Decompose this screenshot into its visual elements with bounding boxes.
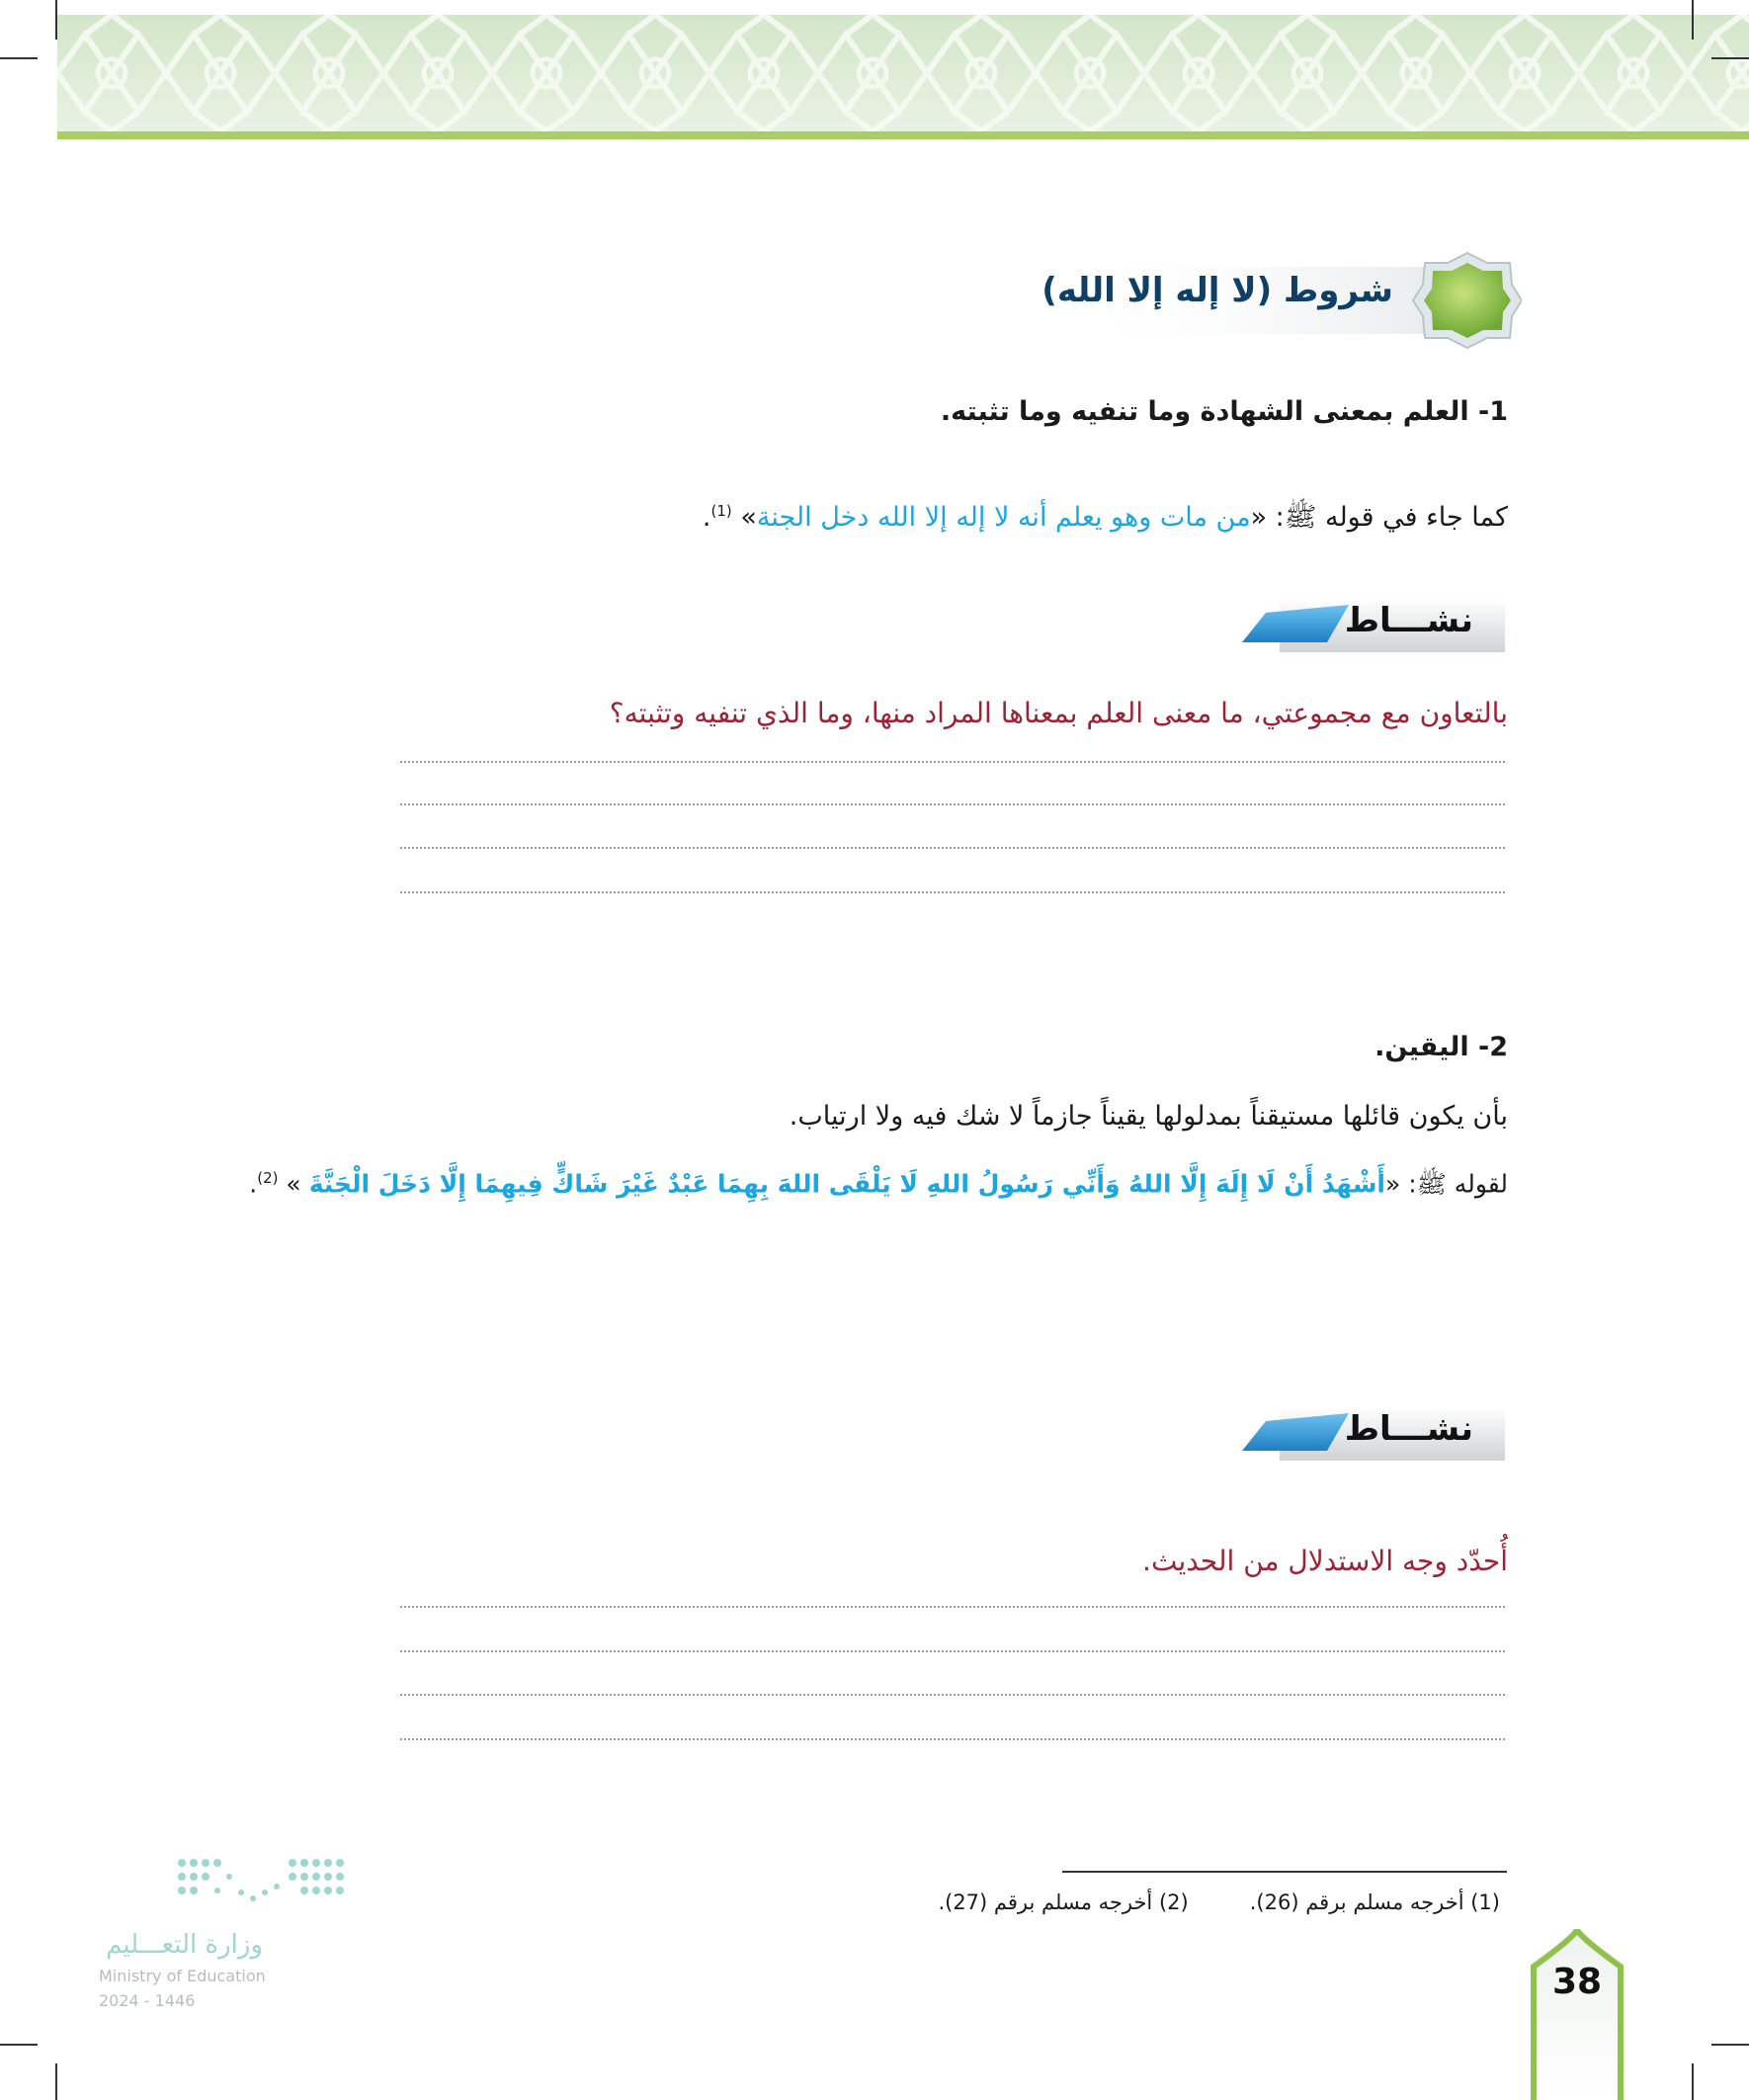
condition-2-hadith-line [249, 1158, 1508, 1204]
activity-tab-1 [1240, 593, 1507, 658]
page-number-tab [1530, 1927, 1624, 2100]
activity-1-question: بالتعاون مع مجموعتي، ما معنى العلم بمعناها المراد منها، وما الذي تنفيه وتثبته؟ [609, 697, 1508, 729]
condition-1-text [703, 491, 1508, 538]
section-title-block [1041, 249, 1522, 352]
page-tab-graphic [1530, 1927, 1624, 2100]
activity-label: نشـــاط [1344, 601, 1473, 640]
header-pattern-band [57, 15, 1749, 131]
answer-line[interactable] [400, 1606, 1505, 1608]
footnote-ref-1: (1) [710, 502, 732, 520]
crop-mark [1711, 57, 1749, 59]
footnote-1: (1) أخرجه مسلم برقم (26). [1249, 1890, 1500, 1914]
crop-mark [55, 2063, 57, 2100]
answer-line[interactable] [400, 761, 1505, 763]
ministry-name-en: Ministry of Education [99, 1967, 266, 1985]
condition-2-hadith: أَشْهَدُ أَنْ لَا إِلَهَ إِلَّا اللهُ وَأَنِّي رَسُولُ اللهِ لَا يَلْقَى اللهَ بِهِمَا عَبْدٌ غَيْرَ شَاكٍّ فِيهِمَا إِلَّا دَخَلَ الْجَنَّةَ [308, 1169, 1385, 1199]
activity-2-question: أُحدّد وجه الاستدلال من الحديث. [1142, 1545, 1508, 1577]
condition-2-text: بأن يكون قائلها مستيقناً بمدلولها يقيناً جازماً لا شك فيه ولا ارتياب. [789, 1101, 1508, 1132]
condition-1-end: . [702, 502, 711, 533]
answer-line[interactable] [400, 847, 1505, 849]
condition-2-quote-close: » [278, 1169, 309, 1199]
section-title: شروط (لا إله إلا الله) [1041, 271, 1393, 310]
answer-line[interactable] [400, 1650, 1505, 1652]
condition-2-prefix: لقوله ﷺ: « [1384, 1169, 1508, 1199]
crop-mark [55, 0, 57, 40]
ministry-logo [95, 1853, 362, 2021]
answer-line[interactable] [400, 803, 1505, 805]
condition-1-quote: من مات وهو يعلم أنه لا إله إلا الله دخل الجنة [756, 502, 1251, 533]
activity-tab-2 [1240, 1401, 1507, 1467]
crop-mark [1711, 2044, 1749, 2046]
activity-label: نشـــاط [1344, 1409, 1473, 1449]
footnotes [876, 1890, 1500, 1914]
crop-mark [0, 57, 38, 59]
header-green-line [57, 131, 1749, 139]
crop-mark [1692, 0, 1694, 40]
ministry-name-ar: وزارة التعـــليم [106, 1930, 263, 1960]
condition-2-heading: 2- اليقين. [1374, 1032, 1508, 1062]
condition-1-quote-close: » [731, 502, 757, 533]
footnote-2: (2) أخرجه مسلم برقم (27). [938, 1890, 1189, 1914]
footnote-ref-2: (2) [257, 1169, 279, 1187]
crop-mark [1692, 2063, 1694, 2100]
answer-line[interactable] [400, 1738, 1505, 1740]
crop-mark [0, 2044, 38, 2046]
ministry-dots-icon [174, 1853, 352, 1922]
condition-1-prefix: كما جاء في قوله ﷺ: « [1250, 502, 1508, 533]
condition-1-heading: 1- العلم بمعنى الشهادة وما تنفيه وما تثبته. [940, 396, 1508, 427]
condition-2-end: . [249, 1169, 258, 1199]
ministry-year: 2024 - 1446 [99, 1991, 196, 2010]
answer-line[interactable] [400, 1694, 1505, 1696]
page-number: 38 [1551, 1962, 1603, 2002]
answer-line[interactable] [400, 891, 1505, 893]
footnote-separator [1062, 1871, 1507, 1873]
